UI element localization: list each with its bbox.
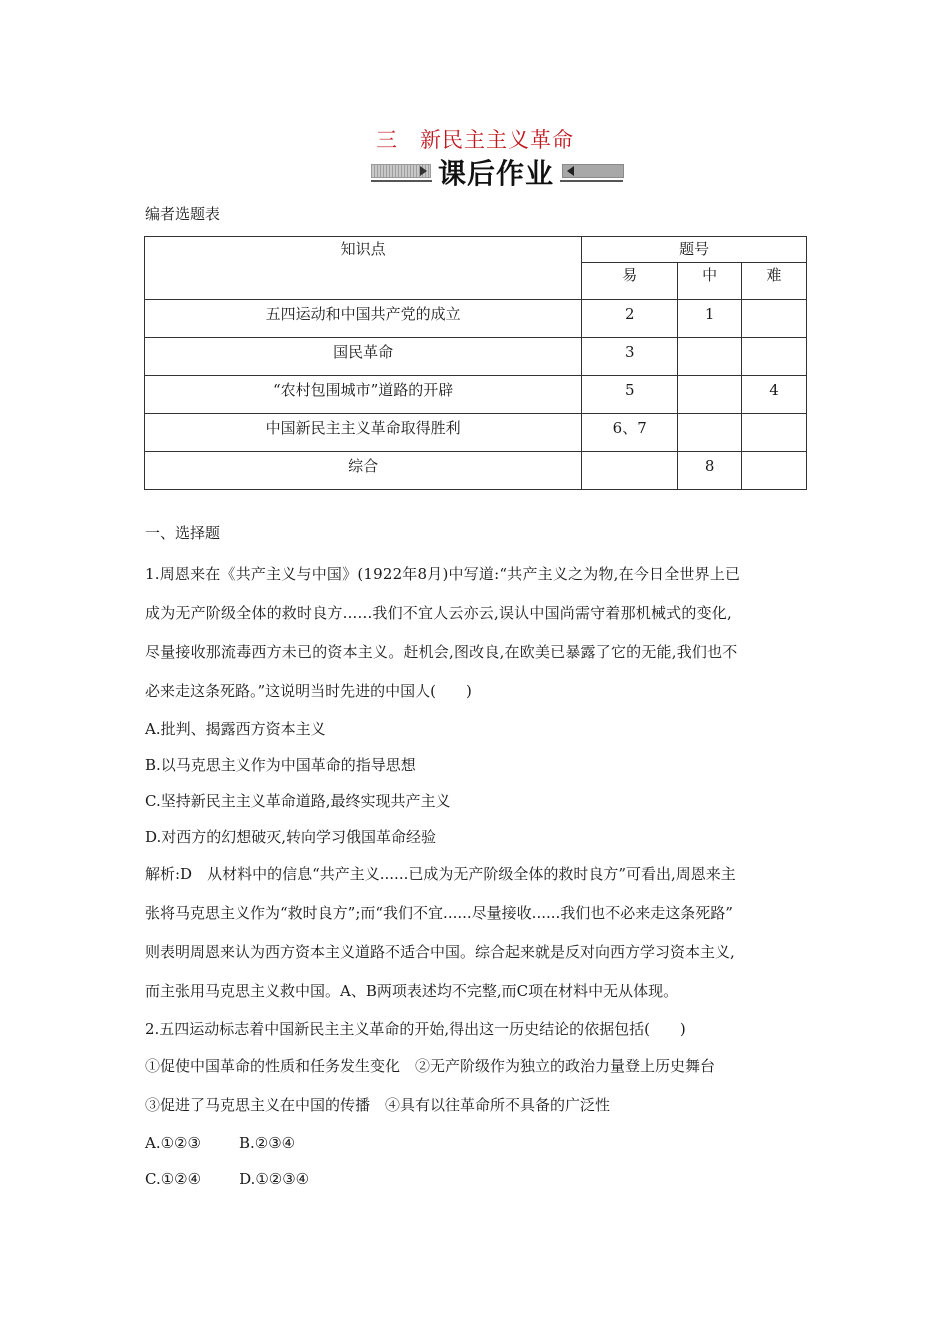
row-easy: 3 (582, 338, 678, 376)
section-title: 一、选择题 (145, 524, 221, 542)
q2-option-d: D.①②③④ (239, 1170, 310, 1188)
table-row (145, 376, 807, 414)
q2-option-c: C.①②④ (145, 1170, 202, 1188)
q1-stem-line: 必来走这条死路。”这说明当时先进的中国人( ) (145, 682, 472, 700)
row-topic: 国民革命 (145, 338, 582, 376)
row-topic: 五四运动和中国共产党的成立 (145, 300, 582, 338)
q2-item-line: ①促使中国革命的性质和任务发生变化 ②无产阶级作为独立的政治力量登上历史舞台 (145, 1057, 716, 1075)
row-easy: 6、7 (582, 414, 678, 452)
question-content (145, 519, 809, 1197)
topic-table (144, 236, 807, 490)
q1-stem-line: 成为无产阶级全体的救时良方......我们不宜人云亦云,误认中国尚需守着那机械式的变化, (145, 604, 732, 622)
q1-analysis-line: 而主张用马克思主义救中国。A、B两项表述均不完整,而C项在材料中无从体现。 (145, 982, 679, 1000)
chapter-title (0, 124, 950, 154)
banner-left-bar (371, 164, 431, 178)
row-hard (742, 300, 807, 338)
q2-options-row (145, 1161, 809, 1197)
q2-stem: 2.五四运动标志着中国新民主主义革命的开始,得出这一历史结论的依据包括( ) (145, 1020, 686, 1038)
q1-stem-line: 1.周恩来在《共产主义与中国》(1922年8月)中写道:“共产主义之为物,在今日全世界上已 (145, 565, 741, 583)
row-easy: 5 (582, 376, 678, 414)
row-hard (742, 414, 807, 452)
row-topic: 综合 (145, 452, 582, 490)
table-row (145, 338, 807, 376)
chapter-number: 三 (376, 128, 398, 152)
table-row (145, 300, 807, 338)
row-medium: 8 (678, 452, 742, 490)
row-easy (582, 452, 678, 490)
header-hard: 难 (742, 263, 807, 300)
q1-stem-line: 尽量接收那流毒西方未已的资本主义。赶机会,图改良,在欧美已暴露了它的无能,我们也不 (145, 643, 738, 661)
header-knowledge: 知识点 (145, 237, 582, 300)
q1-option-c: C.坚持新民主主义革命道路,最终实现共产主义 (145, 792, 451, 810)
q2-item-line: ③促进了马克思主义在中国的传播 ④具有以往革命所不具备的广泛性 (145, 1096, 611, 1114)
table-header-row (145, 237, 807, 263)
row-medium: 1 (678, 300, 742, 338)
header-question-number: 题号 (582, 237, 807, 263)
q1-option-a: A.批判、揭露西方资本主义 (145, 720, 326, 738)
q2-options-row (145, 1125, 809, 1161)
banner-right-bar (562, 164, 624, 178)
play-left-icon (567, 166, 574, 176)
header-medium: 中 (678, 263, 742, 300)
row-hard: 4 (742, 376, 807, 414)
row-easy: 2 (582, 300, 678, 338)
q1-option-b: B.以马克思主义作为中国革命的指导思想 (145, 756, 416, 774)
row-medium (678, 414, 742, 452)
q1-analysis-line: 则表明周恩来认为西方资本主义道路不适合中国。综合起来就是反对向西方学习资本主义, (145, 943, 735, 961)
homework-banner (0, 156, 950, 190)
row-medium (678, 338, 742, 376)
q1-analysis-line: 解析:D 从材料中的信息“共产主义......已成为无产阶级全体的救时良方”可看出,周恩来主 (145, 865, 736, 883)
play-right-icon (420, 166, 427, 176)
chapter-name: 新民主主义革命 (420, 128, 574, 152)
row-hard (742, 338, 807, 376)
row-hard (742, 452, 807, 490)
row-medium (678, 376, 742, 414)
header-easy: 易 (582, 263, 678, 300)
table-caption: 编者选题表 (145, 205, 221, 223)
row-topic: 中国新民主主义革命取得胜利 (145, 414, 582, 452)
q1-analysis-line: 张将马克思主义作为“救时良方”;而“我们不宜......尽量接收......我们也不必来走这条死路” (145, 904, 733, 922)
row-topic: “农村包围城市”道路的开辟 (145, 376, 582, 414)
q2-option-a: A.①②③ (145, 1134, 201, 1152)
table-row (145, 452, 807, 490)
banner-heading: 课后作业 (432, 152, 560, 192)
table-row (145, 414, 807, 452)
q2-option-b: B.②③④ (238, 1134, 296, 1152)
q1-option-d: D.对西方的幻想破灭,转向学习俄国革命经验 (145, 828, 437, 846)
